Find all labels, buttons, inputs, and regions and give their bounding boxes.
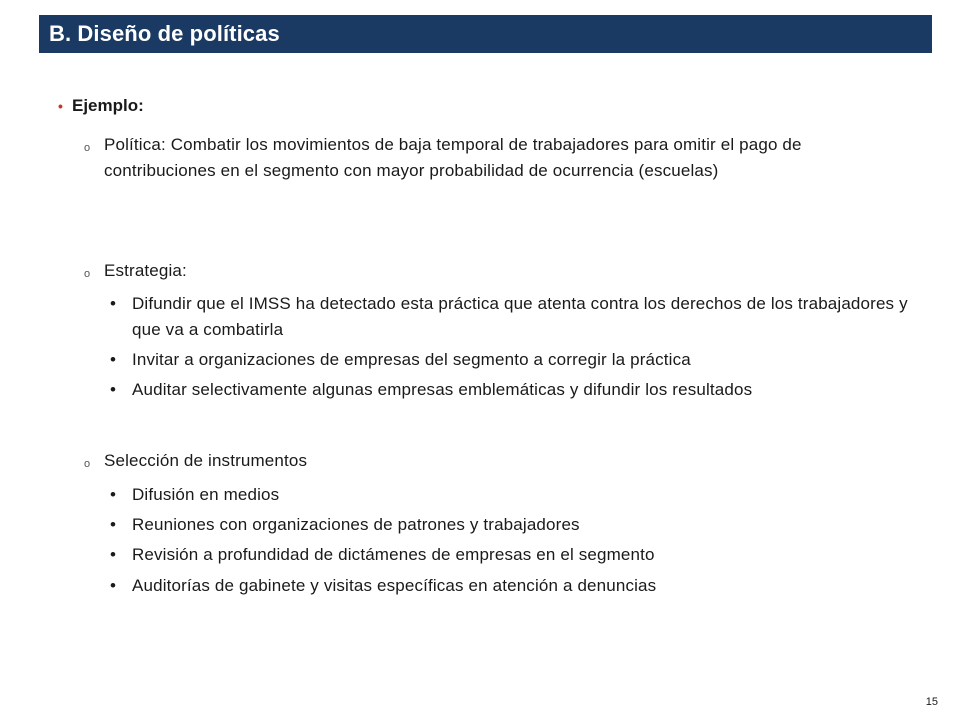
circle-bullet-icon: o xyxy=(84,268,91,280)
list-item xyxy=(110,573,910,599)
list-item xyxy=(110,482,910,508)
circle-bullet-icon: o xyxy=(84,142,91,154)
seleccion-item-text: Difusión en medios xyxy=(132,485,280,504)
bullet-dot-icon: • xyxy=(110,380,116,399)
bullet-dot-icon: • xyxy=(110,350,116,369)
estrategia-item-text: Auditar selectivamente algunas empresas emblemáticas y difundir los resultados xyxy=(132,380,753,399)
bullet-dot-icon: • xyxy=(110,515,116,534)
bullet-dot-icon: • xyxy=(58,98,63,114)
estrategia-label: Estrategia: xyxy=(104,261,187,280)
seleccion-item-text: Auditorías de gabinete y visitas específicas en atención a denuncias xyxy=(132,576,657,595)
estrategia-item-text: Difundir que el IMSS ha detectado esta práctica que atenta contra los derechos de los trabajadores y que va a combatirla xyxy=(132,294,908,339)
slide-title: B. Diseño de políticas xyxy=(49,21,280,46)
bullet-dot-icon: • xyxy=(110,294,116,313)
estrategia-item xyxy=(84,258,904,287)
heading-text: Ejemplo: xyxy=(72,96,144,115)
estrategia-item-text: Invitar a organizaciones de empresas del segmento a corregir la práctica xyxy=(132,350,691,369)
title-bar xyxy=(39,15,932,53)
list-item xyxy=(110,542,910,568)
politica-item xyxy=(84,132,904,184)
list-item xyxy=(110,347,910,373)
politica-text: Política: Combatir los movimientos de baja temporal de trabajadores para omitir el pago de contribuciones en el segmento con mayor probabilidad de ocurrencia (escuelas) xyxy=(104,135,802,180)
bullet-dot-icon: • xyxy=(110,576,116,595)
seleccion-item-text: Reuniones con organizaciones de patrones y trabajadores xyxy=(132,515,580,534)
circle-bullet-icon: o xyxy=(84,458,91,470)
seleccion-label: Selección de instrumentos xyxy=(104,451,308,470)
seleccion-item-text: Revisión a profundidad de dictámenes de empresas en el segmento xyxy=(132,545,655,564)
heading-bullet xyxy=(58,96,144,116)
bullet-dot-icon: • xyxy=(110,485,116,504)
list-item xyxy=(110,377,910,403)
bullet-dot-icon: • xyxy=(110,545,116,564)
page-number: 15 xyxy=(925,696,938,708)
seleccion-item xyxy=(84,448,904,477)
list-item xyxy=(110,291,910,343)
list-item xyxy=(110,512,910,538)
